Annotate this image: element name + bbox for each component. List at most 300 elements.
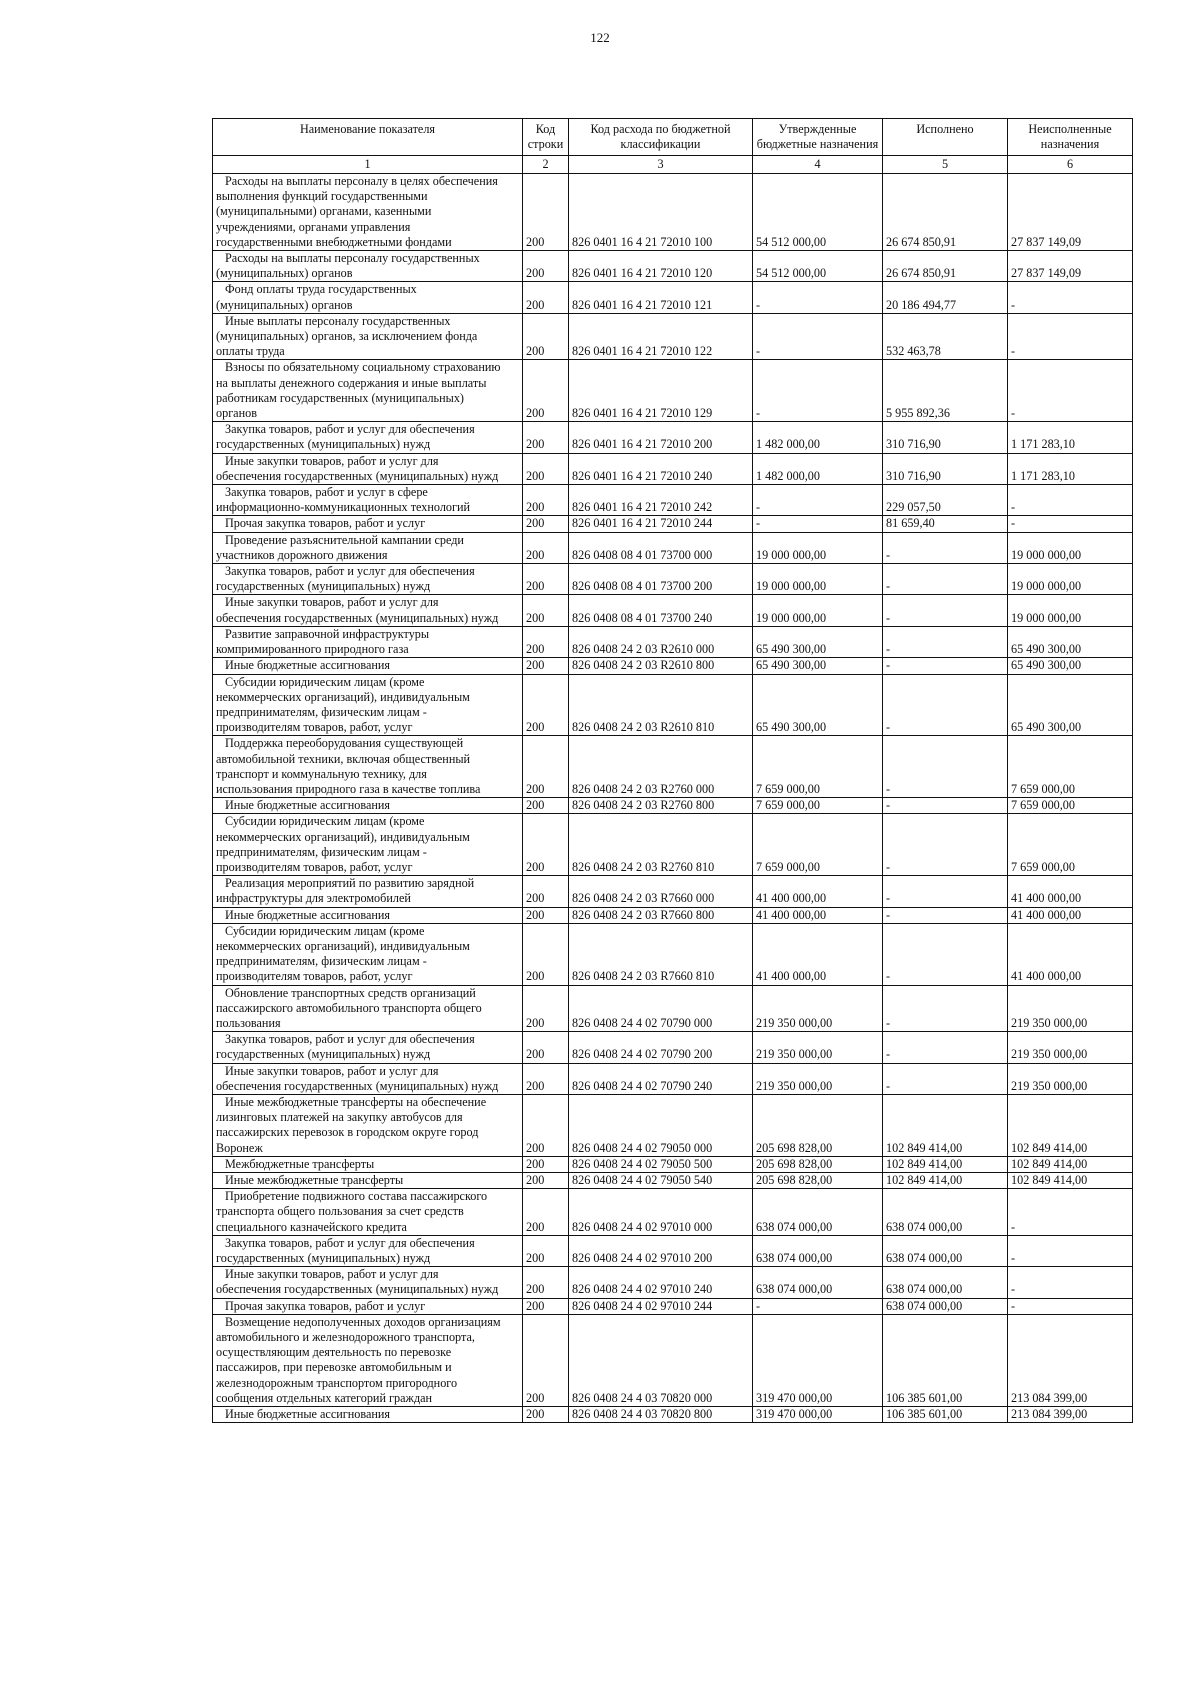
indicator-name-line: Воронеж — [216, 1140, 263, 1155]
indicator-name — [213, 923, 523, 985]
indicator-name-line: производителям товаров, работ, услуг — [216, 720, 413, 735]
indicator-name — [213, 516, 523, 532]
approved-amount: 65 490 300,00 — [753, 658, 883, 674]
unexecuted-amount: 19 000 000,00 — [1008, 564, 1133, 595]
executed-amount: 102 849 414,00 — [883, 1094, 1008, 1156]
table-row — [213, 251, 1133, 282]
unexecuted-amount: - — [1008, 313, 1133, 360]
row-code: 200 — [523, 1032, 569, 1063]
table-row — [213, 1063, 1133, 1094]
indicator-name-line: Взносы по обязательному социальному страхованию — [225, 360, 501, 375]
indicator-name-line: Закупка товаров, работ и услуг для обеспечения — [225, 1235, 475, 1250]
indicator-name-line: учреждениями, органами управления — [216, 219, 411, 234]
unexecuted-amount: 19 000 000,00 — [1008, 595, 1133, 626]
approved-amount: - — [753, 516, 883, 532]
row-code: 200 — [523, 1298, 569, 1314]
indicator-name-line: Расходы на выплаты персоналу в целях обеспечения — [225, 174, 498, 188]
indicator-name-line: Возмещение недополученных доходов организациям — [225, 1314, 501, 1329]
executed-amount: 106 385 601,00 — [883, 1407, 1008, 1423]
table-row — [213, 1407, 1133, 1423]
indicator-name — [213, 626, 523, 657]
budget-class-code: 826 0408 24 4 02 70790 000 — [569, 985, 753, 1032]
indicator-name — [213, 1063, 523, 1094]
row-code: 200 — [523, 736, 569, 798]
executed-amount: 229 057,50 — [883, 485, 1008, 516]
row-code: 200 — [523, 174, 569, 251]
row-code: 200 — [523, 564, 569, 595]
table-row — [213, 1032, 1133, 1063]
table-row — [213, 532, 1133, 563]
row-code: 200 — [523, 985, 569, 1032]
column-number: 3 — [569, 156, 753, 174]
indicator-name — [213, 313, 523, 360]
executed-amount: - — [883, 564, 1008, 595]
unexecuted-amount: 41 400 000,00 — [1008, 876, 1133, 907]
table-row — [213, 174, 1133, 251]
approved-amount: 219 350 000,00 — [753, 1063, 883, 1094]
table-row — [213, 876, 1133, 907]
indicator-name-line: Расходы на выплаты персоналу государственных — [225, 251, 480, 266]
indicator-name-line: выполнения функций государственными — [216, 189, 428, 204]
unexecuted-amount: 219 350 000,00 — [1008, 1032, 1133, 1063]
budget-class-code: 826 0408 24 2 03 R7660 810 — [569, 923, 753, 985]
executed-amount: - — [883, 798, 1008, 814]
unexecuted-amount: 213 084 399,00 — [1008, 1407, 1133, 1423]
indicator-name-line: предпринимателям, физическим лицам - — [216, 954, 427, 969]
table-row — [213, 907, 1133, 923]
indicator-name-line: осуществляющим деятельность по перевозке — [216, 1345, 452, 1360]
indicator-name-line: Иные выплаты персоналу государственных — [225, 313, 451, 328]
table-row — [213, 1298, 1133, 1314]
approved-amount: 638 074 000,00 — [753, 1189, 883, 1236]
indicator-name-line: обеспечения государственных (муниципальных) нужд — [216, 468, 499, 483]
budget-class-code: 826 0408 24 4 03 70820 800 — [569, 1407, 753, 1423]
unexecuted-amount: - — [1008, 1235, 1133, 1266]
budget-class-code: 826 0408 24 2 03 R2760 800 — [569, 798, 753, 814]
indicator-name-line: обеспечения государственных (муниципальных) нужд — [216, 610, 499, 625]
budget-class-code: 826 0408 24 2 03 R2610 000 — [569, 626, 753, 657]
executed-amount: 5 955 892,36 — [883, 360, 1008, 422]
budget-class-code: 826 0408 24 2 03 R2760 810 — [569, 814, 753, 876]
indicator-name-line: Иные бюджетные ассигнования — [225, 798, 391, 813]
executed-amount: 638 074 000,00 — [883, 1267, 1008, 1298]
indicator-name-line: пассажирских перевозок в городском округе город — [216, 1125, 479, 1140]
indicator-name — [213, 453, 523, 484]
indicator-name — [213, 422, 523, 453]
budget-class-code: 826 0408 24 4 02 79050 500 — [569, 1156, 753, 1172]
budget-class-code: 826 0401 16 4 21 72010 242 — [569, 485, 753, 516]
unexecuted-amount: 213 084 399,00 — [1008, 1314, 1133, 1406]
table-row — [213, 1314, 1133, 1406]
budget-class-code: 826 0408 24 4 02 97010 240 — [569, 1267, 753, 1298]
table-row — [213, 658, 1133, 674]
unexecuted-amount: - — [1008, 485, 1133, 516]
approved-amount: 65 490 300,00 — [753, 674, 883, 736]
row-code: 200 — [523, 1235, 569, 1266]
approved-amount: 219 350 000,00 — [753, 985, 883, 1032]
indicator-name — [213, 876, 523, 907]
indicator-name-line: производителям товаров, работ, услуг — [216, 859, 413, 874]
unexecuted-amount: - — [1008, 1298, 1133, 1314]
column-number: 6 — [1008, 156, 1133, 174]
row-code: 200 — [523, 907, 569, 923]
indicator-name-line: Иные закупки товаров, работ и услуг для — [225, 1267, 439, 1282]
indicator-name-line: Субсидии юридическим лицам (кроме — [225, 674, 425, 689]
table-row — [213, 985, 1133, 1032]
budget-class-code: 826 0408 24 4 02 97010 244 — [569, 1298, 753, 1314]
indicator-name-line: Субсидии юридическим лицам (кроме — [225, 814, 425, 829]
table-row — [213, 360, 1133, 422]
table-row — [213, 1267, 1133, 1298]
budget-class-code: 826 0408 08 4 01 73700 000 — [569, 532, 753, 563]
indicator-name — [213, 798, 523, 814]
indicator-name-line: работникам государственных (муниципальных) — [216, 390, 464, 405]
indicator-name — [213, 1032, 523, 1063]
indicator-name — [213, 658, 523, 674]
header-name: Наименование показателя — [213, 119, 523, 156]
row-code: 200 — [523, 1189, 569, 1236]
page-number: 122 — [590, 30, 610, 45]
row-code: 200 — [523, 1156, 569, 1172]
approved-amount: 1 482 000,00 — [753, 422, 883, 453]
budget-class-code: 826 0408 08 4 01 73700 200 — [569, 564, 753, 595]
approved-amount: 638 074 000,00 — [753, 1235, 883, 1266]
indicator-name-line: оплаты труда — [216, 344, 285, 359]
approved-amount: 41 400 000,00 — [753, 876, 883, 907]
budget-class-code: 826 0401 16 4 21 72010 200 — [569, 422, 753, 453]
executed-amount: - — [883, 1063, 1008, 1094]
unexecuted-amount: 41 400 000,00 — [1008, 923, 1133, 985]
row-code: 200 — [523, 658, 569, 674]
executed-amount: 102 849 414,00 — [883, 1173, 1008, 1189]
unexecuted-amount: 102 849 414,00 — [1008, 1173, 1133, 1189]
indicator-name-line: предпринимателям, физическим лицам - — [216, 704, 427, 719]
table-row — [213, 453, 1133, 484]
table-row — [213, 1189, 1133, 1236]
unexecuted-amount: 7 659 000,00 — [1008, 798, 1133, 814]
table-row — [213, 313, 1133, 360]
row-code: 200 — [523, 313, 569, 360]
indicator-name-line: Приобретение подвижного состава пассажирского — [225, 1189, 488, 1204]
approved-amount: 19 000 000,00 — [753, 595, 883, 626]
indicator-name-line: Субсидии юридическим лицам (кроме — [225, 923, 425, 938]
budget-execution-table — [212, 118, 1133, 1423]
budget-class-code: 826 0408 24 2 03 R2760 000 — [569, 736, 753, 798]
executed-amount: 310 716,90 — [883, 453, 1008, 484]
budget-class-code: 826 0408 08 4 01 73700 240 — [569, 595, 753, 626]
budget-class-code: 826 0408 24 4 02 97010 000 — [569, 1189, 753, 1236]
executed-amount: - — [883, 907, 1008, 923]
indicator-name-line: Развитие заправочной инфраструктуры — [225, 626, 430, 641]
approved-amount: 205 698 828,00 — [753, 1094, 883, 1156]
unexecuted-amount: 7 659 000,00 — [1008, 814, 1133, 876]
indicator-name-line: транспорта общего пользования за счет средств — [216, 1204, 464, 1219]
indicator-name-line: автомобильного и железнодорожного транспорта, — [216, 1330, 475, 1345]
table-row — [213, 674, 1133, 736]
indicator-name — [213, 532, 523, 563]
indicator-name-line: государственных (муниципальных) нужд — [216, 1047, 431, 1062]
indicator-name-line: лизинговых платежей на закупку автобусов для — [216, 1110, 463, 1125]
indicator-name — [213, 1267, 523, 1298]
executed-amount: 102 849 414,00 — [883, 1156, 1008, 1172]
indicator-name-line: Прочая закупка товаров, работ и услуг — [225, 1298, 426, 1313]
indicator-name-line: Закупка товаров, работ и услуг для обеспечения — [225, 1032, 475, 1047]
indicator-name-line: инфраструктуры для электромобилей — [216, 891, 411, 906]
row-code: 200 — [523, 798, 569, 814]
indicator-name — [213, 174, 523, 251]
indicator-name-line: государственными внебюджетными фондами — [216, 234, 452, 249]
column-number: 2 — [523, 156, 569, 174]
row-code: 200 — [523, 1094, 569, 1156]
approved-amount: 41 400 000,00 — [753, 923, 883, 985]
unexecuted-amount: 19 000 000,00 — [1008, 532, 1133, 563]
executed-amount: - — [883, 876, 1008, 907]
approved-amount: 41 400 000,00 — [753, 907, 883, 923]
table-row — [213, 422, 1133, 453]
unexecuted-amount: 65 490 300,00 — [1008, 674, 1133, 736]
table-row — [213, 814, 1133, 876]
unexecuted-amount: 1 171 283,10 — [1008, 453, 1133, 484]
budget-class-code: 826 0408 24 4 02 70790 200 — [569, 1032, 753, 1063]
approved-amount: 319 470 000,00 — [753, 1314, 883, 1406]
approved-amount: - — [753, 313, 883, 360]
unexecuted-amount: 1 171 283,10 — [1008, 422, 1133, 453]
budget-class-code: 826 0408 24 2 03 R2610 800 — [569, 658, 753, 674]
unexecuted-amount: - — [1008, 516, 1133, 532]
row-code: 200 — [523, 1314, 569, 1406]
indicator-name-line: (муниципальными) органами, казенными — [216, 204, 432, 219]
indicator-name-line: обеспечения государственных (муниципальных) нужд — [216, 1282, 499, 1297]
budget-class-code: 826 0408 24 4 02 70790 240 — [569, 1063, 753, 1094]
approved-amount: 7 659 000,00 — [753, 798, 883, 814]
row-code: 200 — [523, 360, 569, 422]
row-code: 200 — [523, 923, 569, 985]
budget-class-code: 826 0408 24 4 02 79050 540 — [569, 1173, 753, 1189]
approved-amount: 219 350 000,00 — [753, 1032, 883, 1063]
indicator-name-line: органов — [216, 406, 257, 421]
row-code: 200 — [523, 595, 569, 626]
indicator-name-line: производителям товаров, работ, услуг — [216, 969, 413, 984]
indicator-name-line: сообщения отдельных категорий граждан — [216, 1390, 433, 1405]
column-number-row — [213, 156, 1133, 174]
indicator-name-line: некоммерческих организаций), индивидуальным — [216, 938, 470, 953]
executed-amount: - — [883, 1032, 1008, 1063]
budget-class-code: 826 0401 16 4 21 72010 129 — [569, 360, 753, 422]
budget-class-code: 826 0408 24 4 02 97010 200 — [569, 1235, 753, 1266]
column-number: 1 — [213, 156, 523, 174]
row-code: 200 — [523, 1063, 569, 1094]
unexecuted-amount: - — [1008, 360, 1133, 422]
table-row — [213, 282, 1133, 313]
row-code: 200 — [523, 626, 569, 657]
indicator-name-line: Закупка товаров, работ и услуг в сфере — [225, 485, 428, 500]
indicator-name — [213, 564, 523, 595]
indicator-name-line: железнодорожным транспортом пригородного — [216, 1375, 458, 1390]
column-number: 5 — [883, 156, 1008, 174]
unexecuted-amount: - — [1008, 282, 1133, 313]
approved-amount: - — [753, 282, 883, 313]
table-row — [213, 564, 1133, 595]
indicator-name-line: Межбюджетные трансферты — [225, 1156, 375, 1171]
approved-amount: - — [753, 485, 883, 516]
indicator-name-line: Прочая закупка товаров, работ и услуг — [225, 516, 426, 531]
table-row — [213, 485, 1133, 516]
indicator-name — [213, 814, 523, 876]
indicator-name-line: Реализация мероприятий по развитию зарядной — [225, 876, 475, 891]
executed-amount: 638 074 000,00 — [883, 1298, 1008, 1314]
row-code: 200 — [523, 876, 569, 907]
approved-amount: - — [753, 1298, 883, 1314]
unexecuted-amount: 219 350 000,00 — [1008, 1063, 1133, 1094]
budget-class-code: 826 0401 16 4 21 72010 240 — [569, 453, 753, 484]
executed-amount: - — [883, 814, 1008, 876]
row-code: 200 — [523, 251, 569, 282]
indicator-name-line: государственных (муниципальных) нужд — [216, 579, 431, 594]
row-code: 200 — [523, 674, 569, 736]
row-code: 200 — [523, 282, 569, 313]
indicator-name — [213, 907, 523, 923]
executed-amount: - — [883, 595, 1008, 626]
indicator-name — [213, 485, 523, 516]
row-code: 200 — [523, 453, 569, 484]
approved-amount: 638 074 000,00 — [753, 1267, 883, 1298]
indicator-name-line: пользования — [216, 1015, 281, 1030]
unexecuted-amount: 7 659 000,00 — [1008, 736, 1133, 798]
budget-class-code: 826 0408 24 2 03 R7660 000 — [569, 876, 753, 907]
table-row — [213, 1235, 1133, 1266]
indicator-name-line: использования природного газа в качестве топлива — [216, 781, 481, 796]
table-body — [213, 174, 1133, 1423]
indicator-name — [213, 674, 523, 736]
row-code: 200 — [523, 422, 569, 453]
row-code: 200 — [523, 532, 569, 563]
indicator-name-line: (муниципальных) органов — [216, 297, 353, 312]
indicator-name — [213, 251, 523, 282]
indicator-name — [213, 1298, 523, 1314]
unexecuted-amount: 102 849 414,00 — [1008, 1094, 1133, 1156]
executed-amount: - — [883, 674, 1008, 736]
approved-amount: 54 512 000,00 — [753, 251, 883, 282]
indicator-name-line: специального казначейского кредита — [216, 1219, 407, 1234]
indicator-name-line: обеспечения государственных (муниципальных) нужд — [216, 1078, 499, 1093]
indicator-name-line: некоммерческих организаций), индивидуальным — [216, 829, 470, 844]
approved-amount: 19 000 000,00 — [753, 564, 883, 595]
indicator-name — [213, 1156, 523, 1172]
indicator-name-line: (муниципальных) органов — [216, 266, 353, 281]
approved-amount: 19 000 000,00 — [753, 532, 883, 563]
approved-amount: 319 470 000,00 — [753, 1407, 883, 1423]
table-row — [213, 1094, 1133, 1156]
table-row — [213, 736, 1133, 798]
indicator-name-line: некоммерческих организаций), индивидуальным — [216, 689, 470, 704]
executed-amount: - — [883, 626, 1008, 657]
header-unexecuted: Неисполненные назначения — [1008, 119, 1133, 156]
indicator-name — [213, 1189, 523, 1236]
budget-class-code: 826 0401 16 4 21 72010 120 — [569, 251, 753, 282]
row-code: 200 — [523, 814, 569, 876]
indicator-name-line: предпринимателям, физическим лицам - — [216, 844, 427, 859]
approved-amount: 205 698 828,00 — [753, 1173, 883, 1189]
indicator-name-line: Закупка товаров, работ и услуг для обеспечения — [225, 422, 475, 437]
executed-amount: - — [883, 658, 1008, 674]
row-code: 200 — [523, 1267, 569, 1298]
indicator-name-line: пассажирского автомобильного транспорта общего — [216, 1000, 482, 1015]
indicator-name — [213, 1407, 523, 1423]
indicator-name-line: Иные закупки товаров, работ и услуг для — [225, 453, 439, 468]
executed-amount: 638 074 000,00 — [883, 1235, 1008, 1266]
unexecuted-amount: 102 849 414,00 — [1008, 1156, 1133, 1172]
unexecuted-amount: 65 490 300,00 — [1008, 658, 1133, 674]
unexecuted-amount: - — [1008, 1267, 1133, 1298]
indicator-name-line: транспорт и коммунальную технику, для — [216, 766, 427, 781]
indicator-name — [213, 282, 523, 313]
budget-class-code: 826 0408 24 2 03 R7660 800 — [569, 907, 753, 923]
executed-amount: 532 463,78 — [883, 313, 1008, 360]
column-number: 4 — [753, 156, 883, 174]
unexecuted-amount: 219 350 000,00 — [1008, 985, 1133, 1032]
table-row — [213, 1156, 1133, 1172]
indicator-name — [213, 1235, 523, 1266]
approved-amount: 1 482 000,00 — [753, 453, 883, 484]
row-code: 200 — [523, 1407, 569, 1423]
unexecuted-amount: 27 837 149,09 — [1008, 174, 1133, 251]
approved-amount: 65 490 300,00 — [753, 626, 883, 657]
indicator-name — [213, 985, 523, 1032]
executed-amount: - — [883, 532, 1008, 563]
indicator-name-line: информационно-коммуникационных технологий — [216, 500, 471, 515]
indicator-name — [213, 1094, 523, 1156]
header-row — [213, 119, 1133, 156]
indicator-name-line: государственных (муниципальных) нужд — [216, 1251, 431, 1266]
row-code: 200 — [523, 1173, 569, 1189]
budget-class-code: 826 0401 16 4 21 72010 122 — [569, 313, 753, 360]
indicator-name-line: Обновление транспортных средств организаций — [225, 985, 476, 1000]
budget-class-code: 826 0401 16 4 21 72010 100 — [569, 174, 753, 251]
executed-amount: 20 186 494,77 — [883, 282, 1008, 313]
table-row — [213, 923, 1133, 985]
budget-class-code: 826 0408 24 4 02 79050 000 — [569, 1094, 753, 1156]
executed-amount: 310 716,90 — [883, 422, 1008, 453]
executed-amount: - — [883, 736, 1008, 798]
executed-amount: - — [883, 985, 1008, 1032]
budget-class-code: 826 0408 24 2 03 R2610 810 — [569, 674, 753, 736]
budget-class-code: 826 0408 24 4 03 70820 000 — [569, 1314, 753, 1406]
table-row — [213, 595, 1133, 626]
indicator-name-line: Иные бюджетные ассигнования — [225, 658, 391, 673]
executed-amount: 638 074 000,00 — [883, 1189, 1008, 1236]
unexecuted-amount: 27 837 149,09 — [1008, 251, 1133, 282]
indicator-name — [213, 595, 523, 626]
indicator-name-line: компримированного природного газа — [216, 642, 409, 657]
approved-amount: 205 698 828,00 — [753, 1156, 883, 1172]
indicator-name — [213, 736, 523, 798]
executed-amount: 106 385 601,00 — [883, 1314, 1008, 1406]
indicator-name-line: Поддержка переоборудования существующей — [225, 736, 464, 751]
indicator-name-line: участников дорожного движения — [216, 547, 388, 562]
indicator-name-line: Фонд оплаты труда государственных — [225, 282, 417, 297]
header-code: Код строки — [523, 119, 569, 156]
unexecuted-amount: - — [1008, 1189, 1133, 1236]
indicator-name — [213, 1314, 523, 1406]
indicator-name-line: государственных (муниципальных) нужд — [216, 437, 431, 452]
indicator-name-line: Иные закупки товаров, работ и услуг для — [225, 1063, 439, 1078]
executed-amount: 26 674 850,91 — [883, 174, 1008, 251]
executed-amount: 26 674 850,91 — [883, 251, 1008, 282]
approved-amount: 7 659 000,00 — [753, 814, 883, 876]
indicator-name-line: Иные бюджетные ассигнования — [225, 1407, 391, 1422]
indicator-name-line: Проведение разъяснительной кампании среди — [225, 532, 464, 547]
indicator-name — [213, 1173, 523, 1189]
